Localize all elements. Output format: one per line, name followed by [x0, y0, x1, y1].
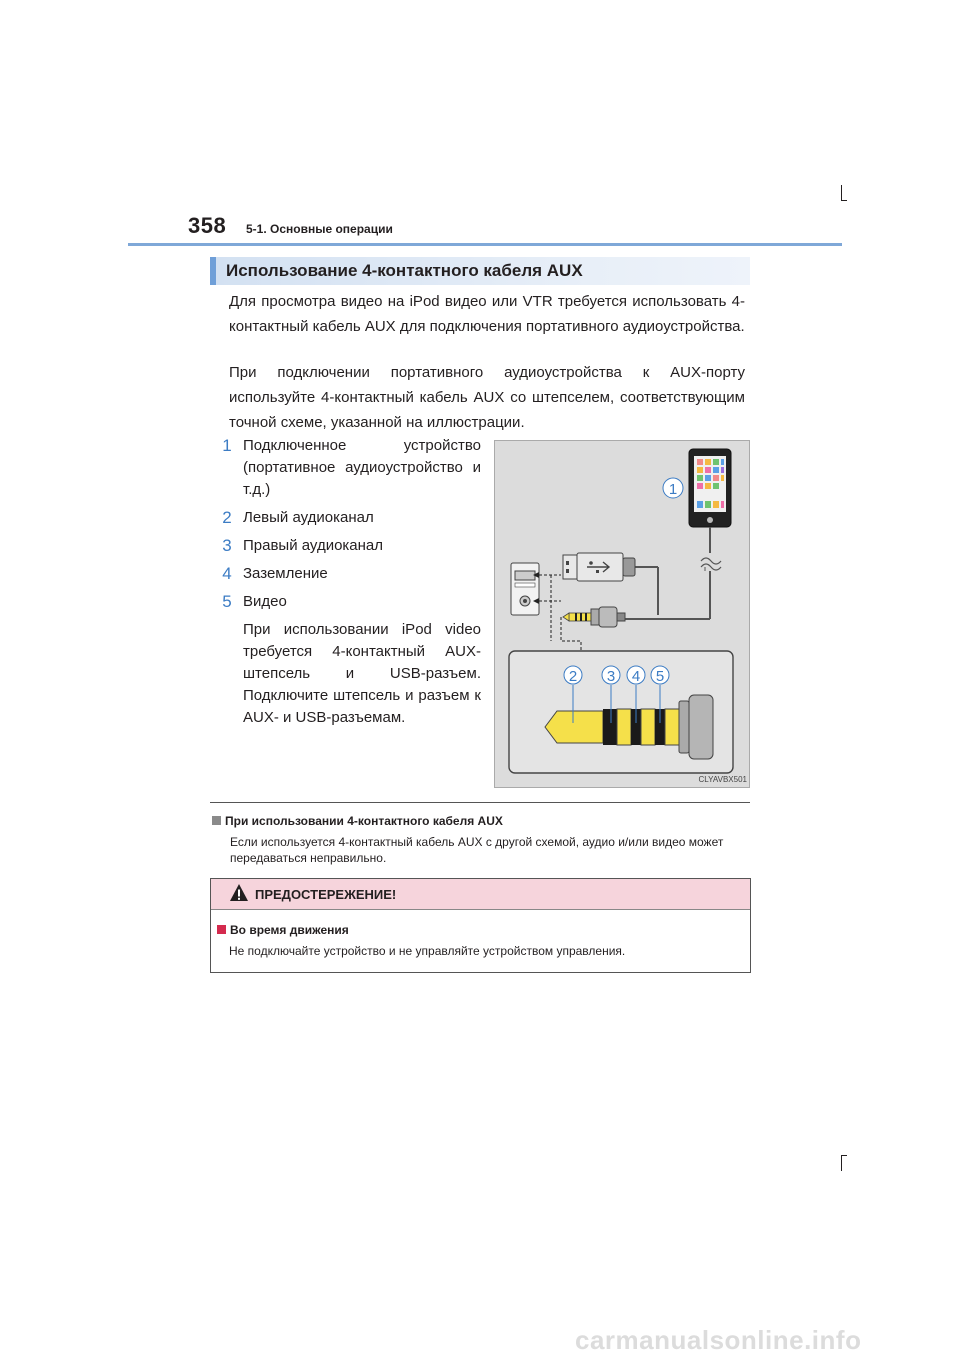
callout-1 [663, 478, 683, 498]
warning-triangle-icon [229, 883, 249, 903]
usb-plug-icon [563, 553, 635, 581]
list-item-text: Правый аудиоканал [243, 537, 384, 554]
cable-diagram-svg [495, 441, 751, 789]
list-item-text: Заземление [243, 565, 328, 582]
warning-box [210, 878, 751, 973]
list-item [219, 591, 481, 613]
callout-label: 4 [631, 668, 641, 685]
intro-paragraph-2: При подключении портативного аудиоустройства к AUX-порту используйте 4-контактный кабель AUX со штепселем, соответствующим точной схеме, указанной на иллюстрации. [229, 364, 745, 431]
page-number: 358 [188, 213, 227, 238]
small-aux-plug-icon [563, 607, 625, 627]
square-bullet-icon [217, 925, 226, 934]
square-bullet-icon [212, 816, 221, 825]
aux-usb-port-icon [511, 563, 539, 615]
ipod-note: При использовании iPod video требуется 4-контактный AUX-штепсель и USB-разъем. Подключите штепсель и разъем к AUX- и USB-разъемам. [243, 621, 481, 726]
callout-number: 5 [222, 592, 232, 611]
callout-number: 2 [222, 508, 232, 527]
subsection-heading [212, 814, 503, 828]
list-item [219, 507, 481, 529]
illustration-code: CLYAVBX501 [698, 775, 747, 784]
cable-illustration [494, 440, 750, 788]
header-rule [128, 243, 842, 246]
warning-header [211, 879, 750, 910]
chapter-title: 5-1. Основные операции [246, 222, 393, 236]
callout-number: 3 [222, 536, 232, 555]
callout-number: 1 [222, 436, 232, 455]
watermark: carmanualsonline.info [575, 1325, 862, 1355]
warning-item-heading-text: Во время движения [230, 923, 349, 937]
crop-mark-top [841, 185, 842, 201]
list-item [219, 563, 481, 585]
callout-label: 2 [568, 668, 578, 685]
list-item-text: Видео [243, 593, 287, 610]
section-title: Использование 4-контактного кабеля AUX [210, 257, 750, 285]
callout-label: 3 [606, 668, 616, 685]
pin-list [219, 435, 481, 729]
warning-item-text: Не подключайте устройство и не управляйте устройством управления. [229, 944, 626, 958]
section-divider [210, 802, 750, 803]
warning-item-heading [217, 923, 349, 937]
callout-label: 1 [668, 481, 678, 498]
list-item [219, 535, 481, 557]
warning-label: ПРЕДОСТЕРЕЖЕНИЕ! [255, 887, 397, 902]
intro-paragraph-1: Для просмотра видео на iPod видео или VTR требуется использовать 4-контактный кабель AUX для подключения портативного аудиоустройства. [229, 293, 745, 335]
phone-icon [689, 449, 731, 527]
list-item [219, 435, 481, 501]
callout-number: 4 [222, 564, 232, 583]
callout-label: 5 [655, 668, 665, 685]
list-item-text: Левый аудиоканал [243, 509, 374, 526]
list-item-text: Подключенное устройство (портативное аудиоустройство и т.д.) [243, 437, 481, 498]
subsection-text: Если используется 4-контактный кабель AUX с другой схемой, аудио и/или видео может передаваться неправильно. [230, 835, 724, 865]
subsection-heading-text: При использовании 4-контактного кабеля AUX [225, 814, 503, 828]
crop-mark-bottom [841, 1155, 842, 1171]
